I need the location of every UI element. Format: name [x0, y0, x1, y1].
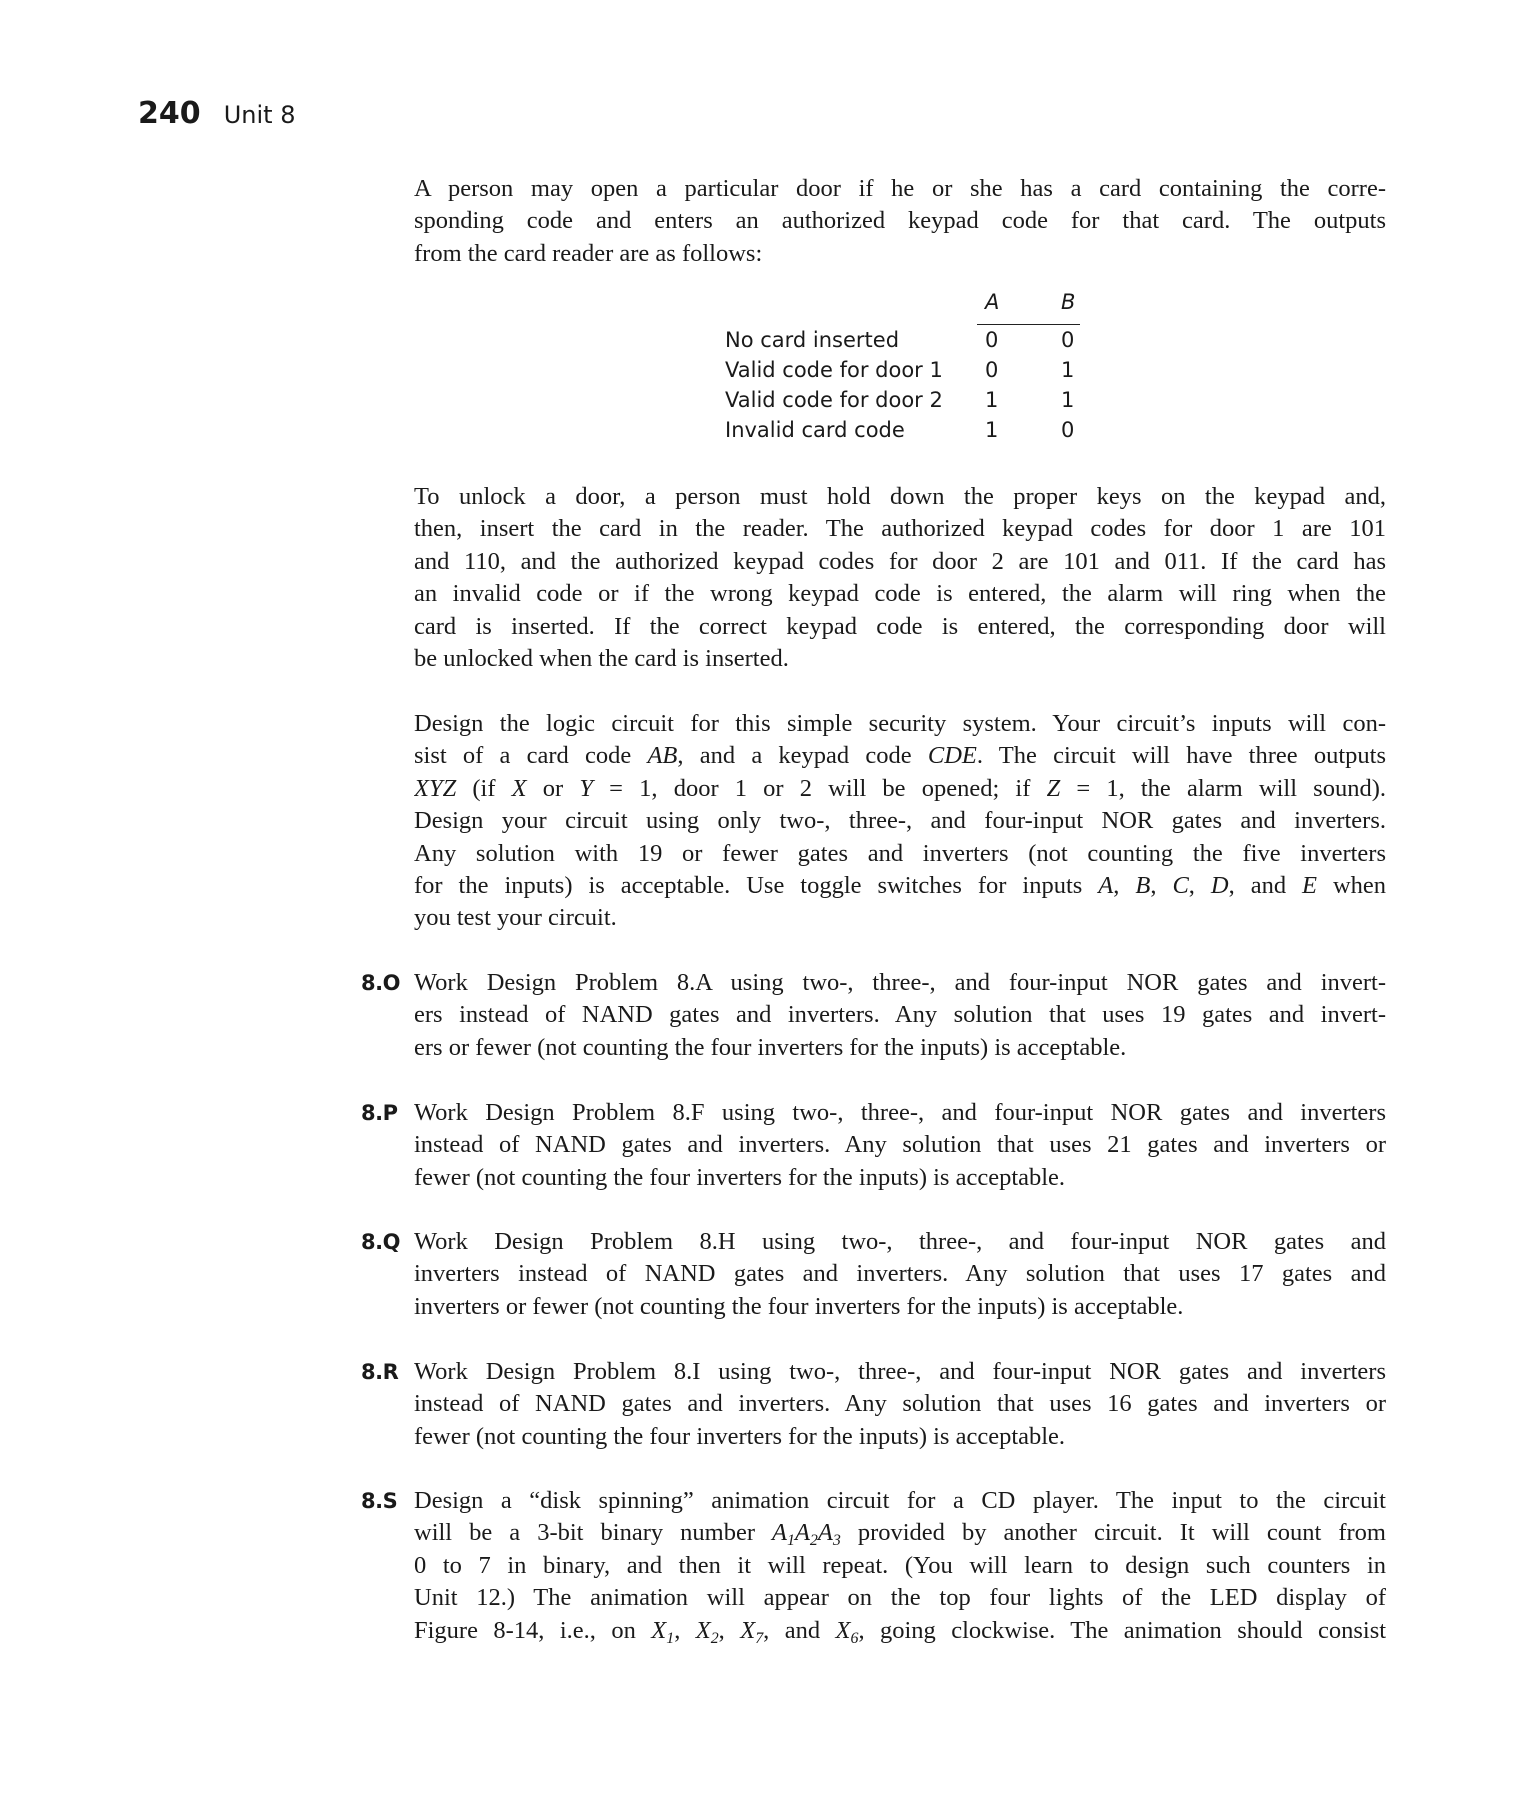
text-line: 0 to 7 in binary, and then it will repeat. (You will learn to design such counters in — [414, 1551, 1386, 1579]
text-line: for the inputs) is acceptable. Use toggle switches for inputs A, B, C, D, and E when — [414, 871, 1386, 899]
text-line: XYZ (if X or Y = 1, door 1 or 2 will be opened; if Z = 1, the alarm will sound). — [414, 774, 1386, 802]
problem-8q — [361, 1226, 1386, 1323]
math-variable: $A_1$ — [772, 1519, 795, 1550]
row-label: Valid code for door 1 — [725, 358, 943, 382]
unit-label: Unit 8 — [223, 101, 296, 129]
text-line: Work Design Problem 8.A using two-, three-, and four-input NOR gates and invert- — [414, 969, 1386, 996]
problem-label: 8.R — [361, 1360, 399, 1384]
text-line: be unlocked when the card is inserted. — [414, 644, 789, 672]
text-line: you test your circuit. — [414, 904, 617, 932]
running-header — [138, 96, 295, 131]
row-label: No card inserted — [725, 328, 900, 352]
text-line: Work Design Problem 8.I using two-, three-, and four-input NOR gates and inverters — [414, 1358, 1386, 1385]
text-line: ers or fewer (not counting the four inverters for the inputs) is acceptable. — [414, 1033, 1127, 1061]
text-line: sist of a card code AB, and a keypad code CDE. The circuit will have three outputs — [414, 742, 1386, 770]
page-number: 240 — [138, 96, 201, 131]
problem-text — [414, 1485, 1386, 1647]
text-line: fewer (not counting the four inverters for the inputs) is acceptable. — [414, 1163, 1066, 1191]
math-variable: $X_7$ — [740, 1616, 764, 1647]
problem-text — [414, 967, 1386, 1064]
math-variable: $A_2$ — [794, 1519, 818, 1550]
value-b: 0 — [1061, 328, 1075, 352]
text-line: inverters or fewer (not counting the four inverters for the inputs) is acceptable. — [414, 1292, 1184, 1320]
column-header-b: B — [1061, 290, 1076, 314]
subscript: 1 — [666, 1629, 675, 1647]
text-line: Work Design Problem 8.H using two-, three-, and four-input NOR gates and — [414, 1228, 1386, 1255]
math-variable: AB — [647, 742, 678, 770]
text-line: card is inserted. If the correct keypad code is entered, the corresponding door will — [414, 612, 1386, 640]
subscript: 6 — [850, 1629, 859, 1647]
problem-label: 8.O — [361, 971, 400, 995]
subscript: 7 — [755, 1629, 764, 1647]
value-a: 0 — [985, 328, 999, 352]
text-line: from the card reader are as follows: — [414, 239, 763, 267]
math-variable: Y — [579, 774, 594, 802]
value-b: 1 — [1061, 388, 1075, 412]
value-b: 1 — [1061, 358, 1075, 382]
column-header-a: A — [985, 290, 1000, 314]
math-variable: XYZ — [414, 774, 457, 802]
math-variable: B — [1135, 871, 1151, 899]
value-a: 0 — [985, 358, 999, 382]
math-variable: E — [1302, 871, 1318, 899]
text-line: To unlock a door, a person must hold down the proper keys on the keypad and, — [414, 483, 1386, 510]
math-variable: $A_3$ — [817, 1519, 841, 1550]
text-line: inverters instead of NAND gates and inverters. Any solution that uses 17 gates and — [414, 1260, 1386, 1288]
intro-paragraph — [414, 173, 1386, 270]
value-a: 1 — [985, 388, 999, 412]
text-line: will be a 3-bit binary number $A_1A_2A_3$ provided by another circuit. It will count from — [414, 1519, 1386, 1550]
value-b: 0 — [1061, 418, 1075, 442]
text-line: fewer (not counting the four inverters for the inputs) is acceptable. — [414, 1422, 1066, 1450]
math-variable: Z — [1046, 774, 1061, 802]
math-variable: $X_2$ — [695, 1616, 719, 1647]
math-variable: $X_6$ — [835, 1616, 859, 1647]
text-line: Design your circuit using only two-, three-, and four-input NOR gates and inverters. — [414, 807, 1386, 835]
row-label: Valid code for door 2 — [725, 388, 943, 412]
value-a: 1 — [985, 418, 999, 442]
row-label: Invalid card code — [725, 418, 905, 442]
math-variable: $X_1$ — [651, 1616, 675, 1647]
text-line: instead of NAND gates and inverters. Any solution that uses 16 gates and inverters or — [414, 1390, 1386, 1418]
text-line: instead of NAND gates and inverters. Any solution that uses 21 gates and inverters or — [414, 1131, 1386, 1159]
problem-label: 8.Q — [361, 1230, 400, 1254]
text-line: ers instead of NAND gates and inverters. Any solution that uses 19 gates and invert- — [414, 1001, 1386, 1029]
subscript: 2 — [809, 1532, 818, 1550]
math-variable: D — [1210, 871, 1229, 899]
math-variable: A — [1098, 871, 1114, 899]
subscript: 2 — [710, 1629, 719, 1647]
problem-label: 8.S — [361, 1489, 398, 1513]
subscript: 1 — [787, 1532, 795, 1550]
text-line: and 110, and the authorized keypad codes for door 2 are 101 and 011. If the card has — [414, 547, 1386, 575]
problem-8s — [361, 1485, 1386, 1647]
text-line: Work Design Problem 8.F using two-, three-, and four-input NOR gates and inverters — [414, 1099, 1386, 1126]
text-line: an invalid code or if the wrong keypad code is entered, the alarm will ring when the — [414, 580, 1386, 608]
subscript: 3 — [832, 1532, 841, 1550]
text-line: Any solution with 19 or fewer gates and inverters (not counting the five inverters — [414, 839, 1386, 867]
text-line: Figure 8-14, i.e., on $X_1$, $X_2$, $X_7$, and $X_6$, going clockwise. The animation should consist — [414, 1616, 1386, 1647]
text-line: sponding code and enters an authorized keypad code for that card. The outputs — [414, 207, 1386, 235]
math-variable: CDE — [927, 742, 977, 770]
text-line: Design a “disk spinning” animation circuit for a CD player. The input to the circuit — [414, 1487, 1386, 1514]
problem-8p — [361, 1097, 1386, 1194]
math-variable: X — [511, 774, 527, 802]
problem-text — [414, 1356, 1386, 1453]
text-line: Design the logic circuit for this simple security system. Your circuit’s inputs will con- — [414, 710, 1386, 737]
text-line: then, insert the card in the reader. The authorized keypad codes for door 1 are 101 — [414, 515, 1386, 543]
header-rule — [977, 324, 1080, 325]
problem-8r — [361, 1356, 1386, 1453]
text-line: Unit 12.) The animation will appear on the top four lights of the LED display of — [414, 1584, 1386, 1612]
problem-text — [414, 1097, 1386, 1194]
problem-label: 8.P — [361, 1101, 398, 1125]
design-paragraph — [414, 708, 1386, 935]
problem-text — [414, 1226, 1386, 1323]
math-variable: C — [1172, 871, 1189, 899]
text-line: A person may open a particular door if he or she has a card containing the corre- — [414, 175, 1386, 202]
problem-8o — [361, 967, 1386, 1064]
unlock-paragraph — [414, 481, 1386, 675]
